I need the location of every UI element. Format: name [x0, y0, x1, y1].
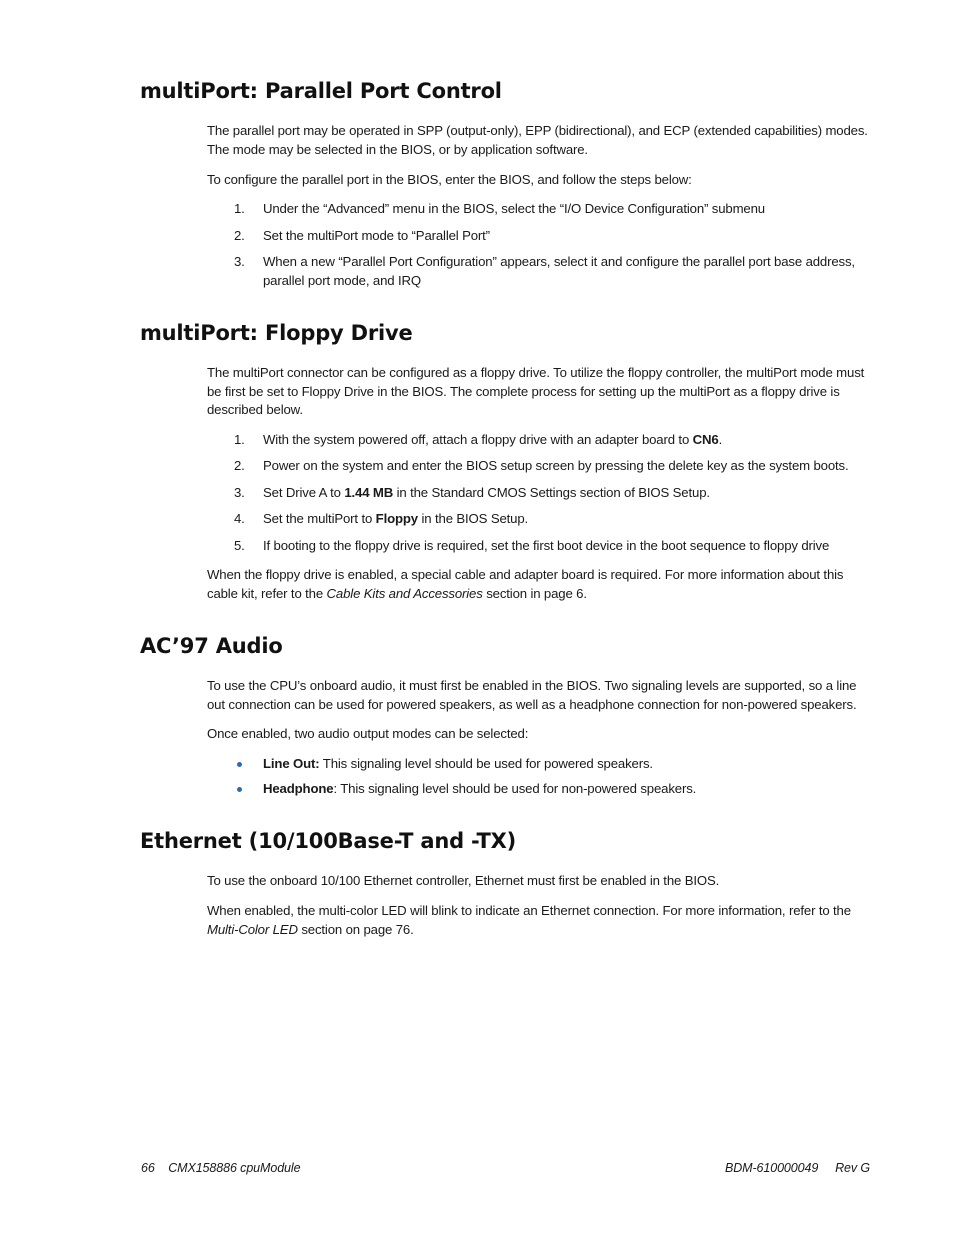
paragraph: To use the CPU’s onboard audio, it must first be enabled in the BIOS. Two signaling levels are supported, so a line out connection can be used for powered speakers, as well as a headphone connection for non-powered speakers. [207, 678, 857, 712]
paragraph: To configure the parallel port in the BIOS, enter the BIOS, and follow the steps below: [207, 172, 692, 187]
paragraph: The multiPort connector can be configured as a floppy drive. To utilize the floppy controller, the multiPort mode must be first be set to Floppy Drive in the BIOS. The complete process for setting up the multiPort as a floppy drive is described below. [207, 365, 865, 417]
step-text: Set the multiPort mode to “Parallel Port” [263, 228, 490, 243]
footer-left [141, 1161, 300, 1175]
bullet-icon [237, 787, 242, 792]
step-text: When a new “Parallel Port Configuration” appears, select it and configure the parallel port base address, parallel port mode, and IRQ [263, 254, 855, 288]
step-number: 5. [234, 538, 245, 553]
section-heading-parallel-port: multiPort: Parallel Port Control [140, 79, 502, 103]
section-heading-audio: AC’97 Audio [140, 634, 283, 658]
step-number: 2. [234, 228, 245, 243]
bullet-text: Line Out: This signaling level should be used for powered speakers. [263, 756, 653, 771]
step-text: Under the “Advanced” menu in the BIOS, select the “I/O Device Configuration” submenu [263, 201, 765, 216]
step-number: 2. [234, 458, 245, 473]
paragraph: When the floppy drive is enabled, a special cable and adapter board is required. For more information about this cable kit, refer to the Cable Kits and Accessories section in page 6. [207, 567, 844, 601]
bullet-text: Headphone: This signaling level should be used for non-powered speakers. [263, 781, 697, 796]
step-text: Set Drive A to 1.44 MB in the Standard CMOS Settings section of BIOS Setup. [263, 485, 710, 500]
bullet-icon [237, 762, 242, 767]
paragraph: The parallel port may be operated in SPP (output-only), EPP (bidirectional), and ECP (extended capabilities) modes. The mode may be selected in the BIOS, or by application software. [207, 123, 868, 157]
mode-name: Headphone [263, 781, 334, 796]
paragraph: To use the onboard 10/100 Ethernet controller, Ethernet must first be enabled in the BIOS. [207, 873, 720, 888]
step-number: 3. [234, 485, 245, 500]
cross-reference-link[interactable]: Multi-Color LED [207, 921, 298, 937]
step-number: 1. [234, 432, 245, 447]
document-id: BDM-610000049 [724, 1161, 819, 1175]
setting-value: 1.44 MB [344, 485, 394, 500]
product-name: CMX158886 cpuModule [168, 1161, 301, 1175]
step-text: With the system powered off, attach a floppy drive with an adapter board to CN6. [263, 432, 723, 447]
section-heading-ethernet: Ethernet (10/100Base-T and -TX) [140, 829, 516, 853]
step-text: Set the multiPort to Floppy in the BIOS Setup. [263, 511, 529, 526]
revision: Rev G [835, 1161, 870, 1175]
footer-right [725, 1161, 870, 1175]
paragraph: When enabled, the multi-color LED will blink to indicate an Ethernet connection. For more information, refer to the Multi-Color LED section on page 76. [207, 903, 851, 937]
section-heading-floppy-drive: multiPort: Floppy Drive [140, 321, 413, 345]
paragraph: Once enabled, two audio output modes can be selected: [207, 726, 529, 741]
step-number: 4. [234, 511, 245, 526]
cross-reference-link[interactable]: Cable Kits and Accessories [326, 585, 483, 601]
connector-label: CN6 [692, 432, 719, 447]
step-text: Power on the system and enter the BIOS setup screen by pressing the delete key as the system boots. [263, 458, 849, 473]
step-text: If booting to the floppy drive is required, set the first boot device in the boot sequence to floppy drive [263, 538, 830, 553]
setting-value: Floppy [375, 511, 418, 526]
step-number: 3. [234, 254, 245, 269]
mode-name: Line Out: [263, 756, 320, 771]
page-number: 66 [141, 1161, 155, 1175]
step-number: 1. [234, 201, 245, 216]
